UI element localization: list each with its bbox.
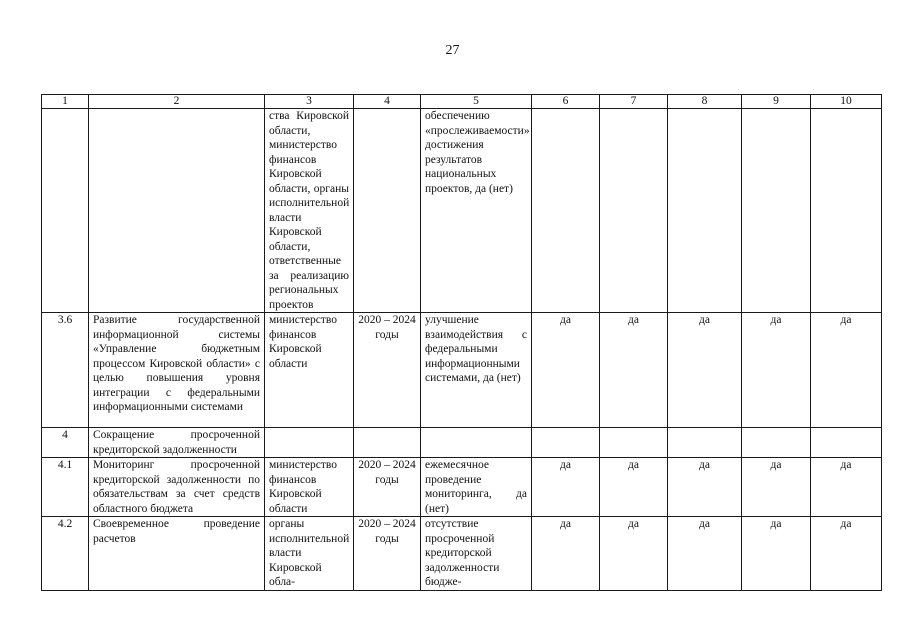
value-cell	[532, 109, 600, 313]
table-row	[42, 428, 882, 458]
row-number: 4.1	[42, 458, 89, 517]
indicator: обеспечению «прослеживаемости» достижения результатов национальных проектов, да (нет)	[421, 109, 532, 313]
implementation-period	[354, 428, 421, 458]
value-cell: да	[742, 313, 811, 428]
value-cell: да	[600, 517, 668, 591]
value-cell	[668, 109, 742, 313]
indicator: ежемесячное проведение мониторинга, да (нет)	[421, 458, 532, 517]
value-cell	[742, 428, 811, 458]
column-header: 10	[811, 95, 882, 109]
value-cell: да	[742, 458, 811, 517]
responsible-executor: ства Кировской области, министерство финансов Кировской области, органы исполнительной власти Кировской области, ответственные за реализацию региональных проектов	[265, 109, 354, 313]
column-header: 5	[421, 95, 532, 109]
measure-name: Сокращение просроченной кредиторской задолженности	[89, 428, 265, 458]
value-cell: да	[600, 313, 668, 428]
value-cell: да	[811, 458, 882, 517]
responsible-executor: министерство финансов Кировской области	[265, 458, 354, 517]
implementation-period: 2020 – 2024 годы	[354, 517, 421, 591]
row-number	[42, 109, 89, 313]
responsible-executor: министерство финансов Кировской области	[265, 313, 354, 428]
row-number: 3.6	[42, 313, 89, 428]
responsible-executor	[265, 428, 354, 458]
indicator: отсутствие просроченной кредиторской задолженности бюдже-	[421, 517, 532, 591]
value-cell	[811, 428, 882, 458]
value-cell: да	[532, 313, 600, 428]
value-cell	[742, 109, 811, 313]
value-cell: да	[811, 313, 882, 428]
value-cell	[811, 109, 882, 313]
responsible-executor: органы исполнительной власти Кировской обла-	[265, 517, 354, 591]
page-number: 27	[445, 43, 460, 58]
table-row	[42, 517, 882, 591]
measure-name: Своевременное проведение расчетов	[89, 517, 265, 591]
value-cell	[600, 428, 668, 458]
header-row	[42, 95, 882, 109]
value-cell: да	[668, 313, 742, 428]
column-header: 6	[532, 95, 600, 109]
value-cell: да	[600, 458, 668, 517]
value-cell	[600, 109, 668, 313]
column-header: 9	[742, 95, 811, 109]
column-header: 1	[42, 95, 89, 109]
program-table	[41, 94, 882, 591]
indicator: улучшение взаимодействия с федеральными информационными системами, да (нет)	[421, 313, 532, 428]
column-header: 4	[354, 95, 421, 109]
table-row	[42, 313, 882, 428]
value-cell: да	[742, 517, 811, 591]
value-cell	[668, 428, 742, 458]
measure-name: Мониторинг просроченной кредиторской задолженности по обязательствам за счет средств областного бюджета	[89, 458, 265, 517]
implementation-period	[354, 109, 421, 313]
implementation-period: 2020 – 2024 годы	[354, 458, 421, 517]
indicator	[421, 428, 532, 458]
value-cell: да	[668, 517, 742, 591]
measure-name	[89, 109, 265, 313]
table-row	[42, 458, 882, 517]
row-number: 4.2	[42, 517, 89, 591]
value-cell	[532, 428, 600, 458]
column-header: 2	[89, 95, 265, 109]
value-cell: да	[532, 458, 600, 517]
value-cell: да	[668, 458, 742, 517]
measure-name: Развитие государственной информационной системы «Управление бюджетным процессом Кировской области» с целью повышения уровня интеграции с федеральными информационными системами	[89, 313, 265, 428]
value-cell: да	[532, 517, 600, 591]
row-number: 4	[42, 428, 89, 458]
column-header: 3	[265, 95, 354, 109]
column-header: 8	[668, 95, 742, 109]
implementation-period: 2020 – 2024 годы	[354, 313, 421, 428]
value-cell: да	[811, 517, 882, 591]
table-row	[42, 109, 882, 313]
column-header: 7	[600, 95, 668, 109]
